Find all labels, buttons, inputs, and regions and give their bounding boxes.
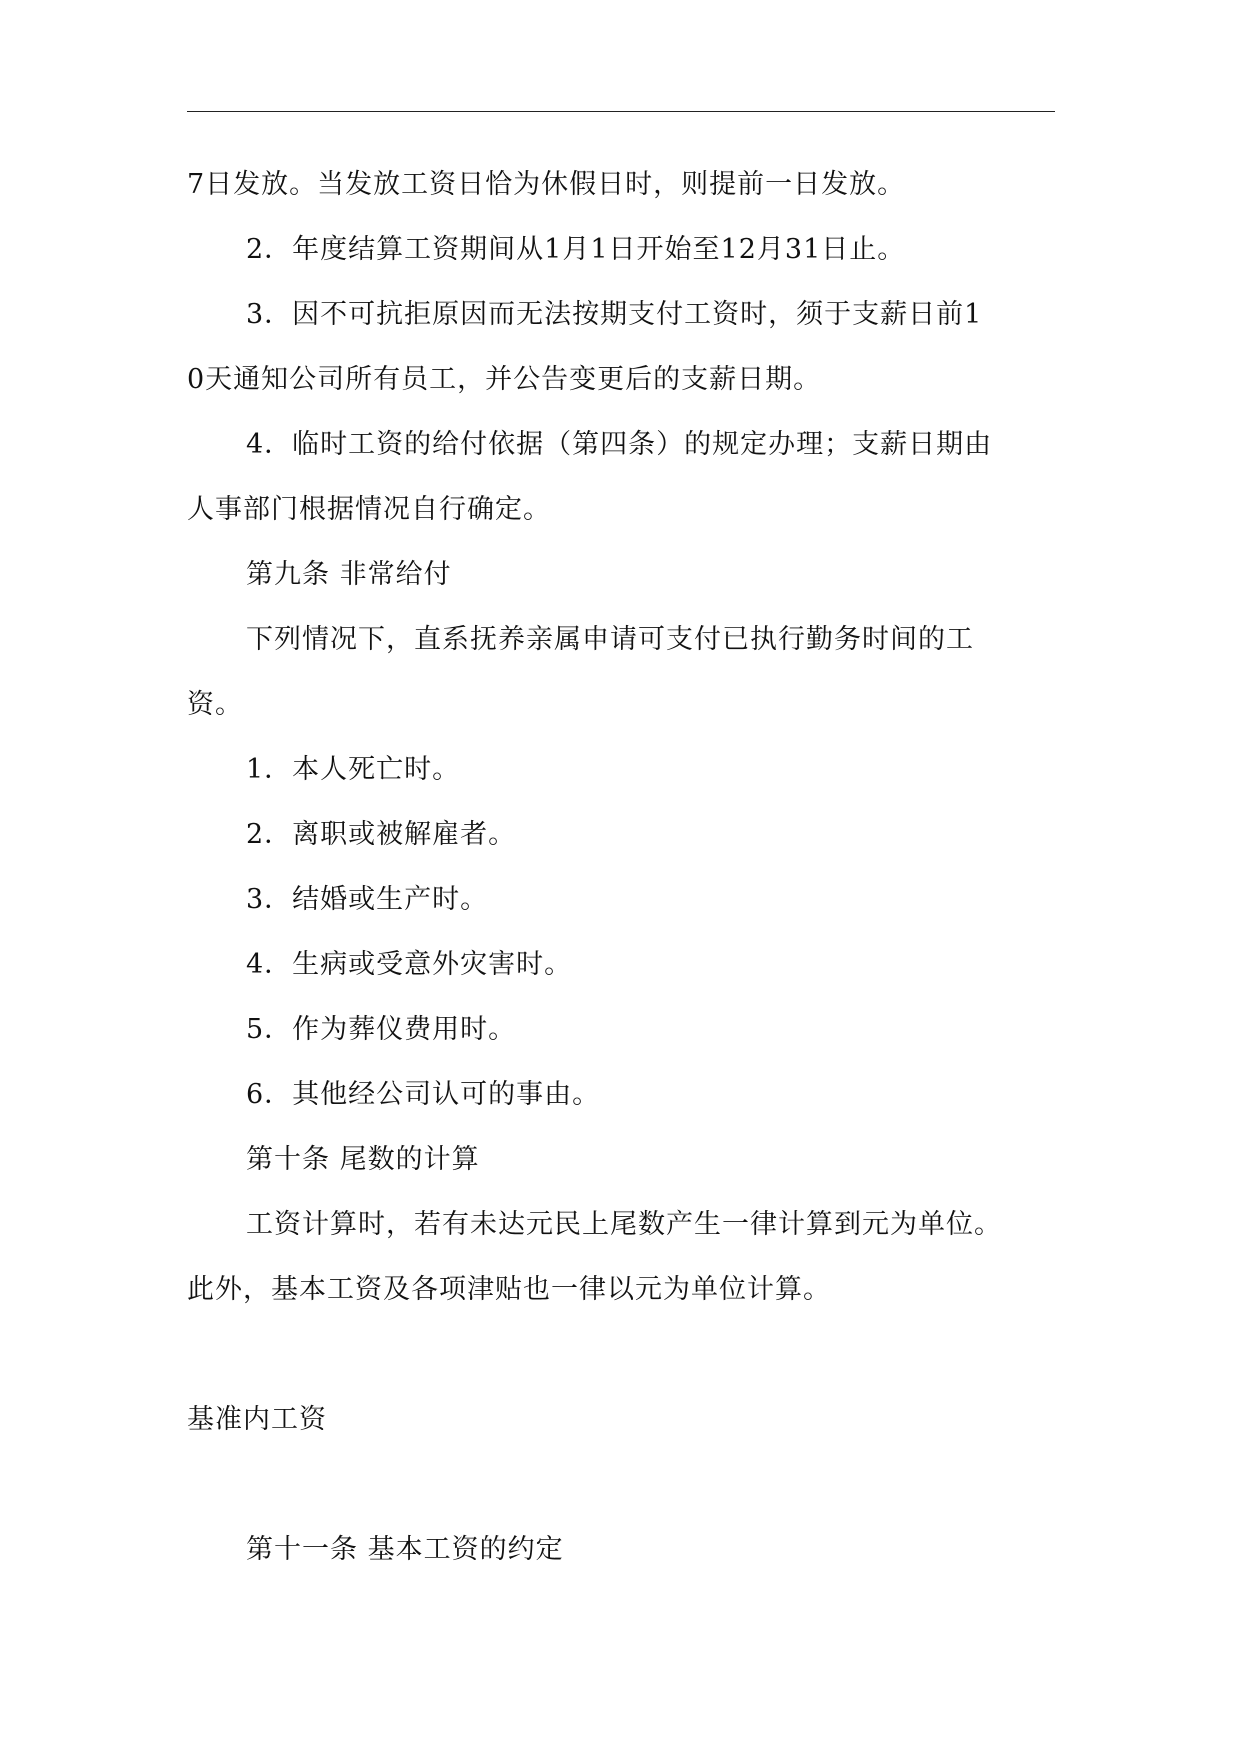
paragraph-line: 工资计算时，若有未达元民上尾数产生一律计算到元为单位。: [246, 1209, 1002, 1240]
paragraph-line: 0天通知公司所有员工，并公告变更后的支薪日期。: [187, 364, 822, 395]
list-item: 4．生病或受意外灾害时。: [246, 949, 573, 980]
list-item: 3．因不可抗拒原因而无法按期支付工资时，须于支薪日前1: [246, 299, 983, 330]
list-item: 2．离职或被解雇者。: [246, 819, 517, 850]
section-heading: 第十条 尾数的计算: [246, 1144, 480, 1175]
paragraph-line: 资。: [187, 689, 243, 720]
list-item: 3．结婚或生产时。: [246, 884, 489, 915]
paragraph-line: 人事部门根据情况自行确定。: [187, 494, 551, 525]
list-item: 5．作为葬仪费用时。: [246, 1014, 517, 1045]
header-rule: [187, 111, 1055, 112]
section-heading: 第十一条 基本工资的约定: [246, 1534, 564, 1565]
section-heading: 第九条 非常给付: [246, 559, 452, 590]
list-item: 2．年度结算工资期间从1月1日开始至12月31日止。: [246, 234, 906, 265]
list-item: 4．临时工资的给付依据（第四条）的规定办理；支薪日期由: [246, 429, 993, 460]
list-item: 1．本人死亡时。: [246, 754, 461, 785]
list-item: 6．其他经公司认可的事由。: [246, 1079, 601, 1110]
paragraph-line: 此外，基本工资及各项津贴也一律以元为单位计算。: [187, 1274, 831, 1305]
chapter-heading: 基准内工资: [187, 1404, 327, 1435]
paragraph-line: 7日发放。当发放工资日恰为休假日时，则提前一日发放。: [187, 169, 906, 200]
paragraph-line: 下列情况下，直系抚养亲属申请可支付已执行勤务时间的工: [246, 624, 974, 655]
